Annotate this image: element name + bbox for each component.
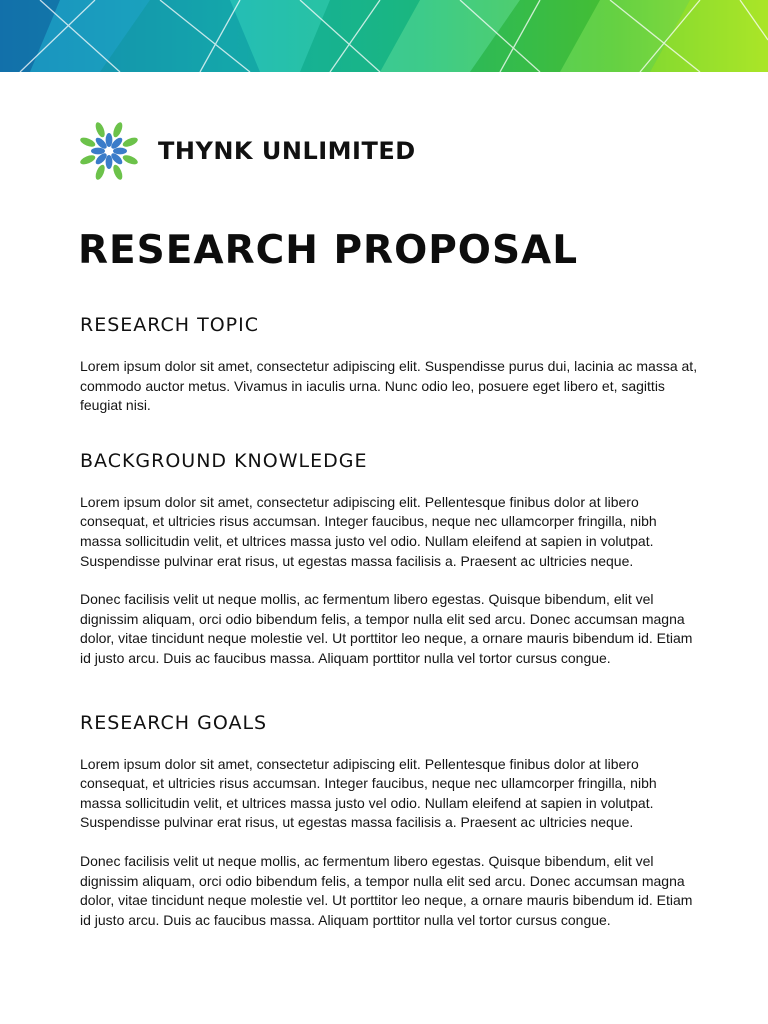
logo-leaf-inner [91, 148, 105, 155]
logo-leaf-outer [94, 163, 107, 181]
banner-graphic [0, 0, 768, 72]
document-title: RESEARCH PROPOSAL [78, 228, 579, 273]
logo-leaf-inner [113, 148, 127, 155]
logo-leaf-inner [106, 133, 113, 147]
section-heading-research-goals: RESEARCH GOALS [80, 711, 268, 734]
logo-leaf-outer [79, 153, 97, 166]
section-heading-research-topic: RESEARCH TOPIC [80, 314, 260, 336]
logo-leaf-inner [106, 155, 113, 169]
research-goals-paragraph-1: Lorem ipsum dolor sit amet, consectetur adipiscing elit. Pellentesque finibus dolor at libero consequat, et ultricies risus accumsan. Integer faucibus, neque nec ullamcorper fringilla, nibh massa sollicitudin velit, et ultrices massa justo vel odio. Nullam eleifend at sapien in volutpat. Suspendisse pulvinar erat risus, ut egestas massa facilisis a. Praesent ac ultricies neque. [80, 755, 657, 831]
research-goals-paragraph-2: Donec facilisis velit ut neque mollis, ac fermentum libero egestas. Quisque bibendum, elit vel dignissim aliquam, orci odio bibendum felis, a tempor nulla elit sed arcu. Donec accumsan magna dolor, vitae tincidunt neque molestie vel. Ut porttitor leo neque, a ornare mauris bibendum id. Etiam id justo arcu. Duis ac faucibus massa. Aliquam porttitor nulla vel tortor cursus congue. [80, 852, 693, 928]
leaf-burst-icon [76, 119, 142, 183]
background-paragraph-2: Donec facilisis velit ut neque mollis, ac fermentum libero egestas. Quisque bibendum, elit vel dignissim aliquam, orci odio bibendum felis, a tempor nulla elit sed arcu. Donec accumsan magna dolor, vitae tincidunt neque molestie vel. Ut porttitor leo neque, a ornare mauris bibendum id. Etiam id justo arcu. Duis ac faucibus massa. Aliquam porttitor nulla vel tortor cursus congue. [80, 591, 693, 666]
section-heading-background-knowledge: BACKGROUND KNOWLEDGE [80, 449, 368, 472]
logo-leaf-outer [79, 136, 97, 149]
geometric-gradient-banner [0, 0, 768, 72]
logo-leaf-outer [111, 163, 124, 181]
company-name: THYNK UNLIMITED [158, 137, 416, 165]
logo-leaf-outer [121, 153, 139, 166]
background-paragraph-1: Lorem ipsum dolor sit amet, consectetur adipiscing elit. Pellentesque finibus dolor at libero consequat, et ultricies risus accumsan. Integer faucibus, neque nec ullamcorper fringilla, nibh massa sollicitudin velit, et ultrices massa justo vel odio. Nullam eleifend at sapien in volutpat. Suspendisse pulvinar erat risus, ut egestas massa facilisis a. Praesent ac ultricies neque. [80, 493, 657, 569]
company-logo [76, 119, 416, 183]
logo-leaf-outer [121, 136, 139, 149]
logo-leaf-outer [111, 121, 124, 139]
logo-leaf-outer [94, 121, 107, 139]
research-topic-paragraph: Lorem ipsum dolor sit amet, consectetur adipiscing elit. Suspendisse purus dui, lacinia ac massa at, commodo auctor metus. Vivamus in iaculis urna. Nunc odio leo, posuere eget libero et, sagittis feugiat nisi. [80, 358, 698, 414]
document-body [80, 312, 700, 930]
